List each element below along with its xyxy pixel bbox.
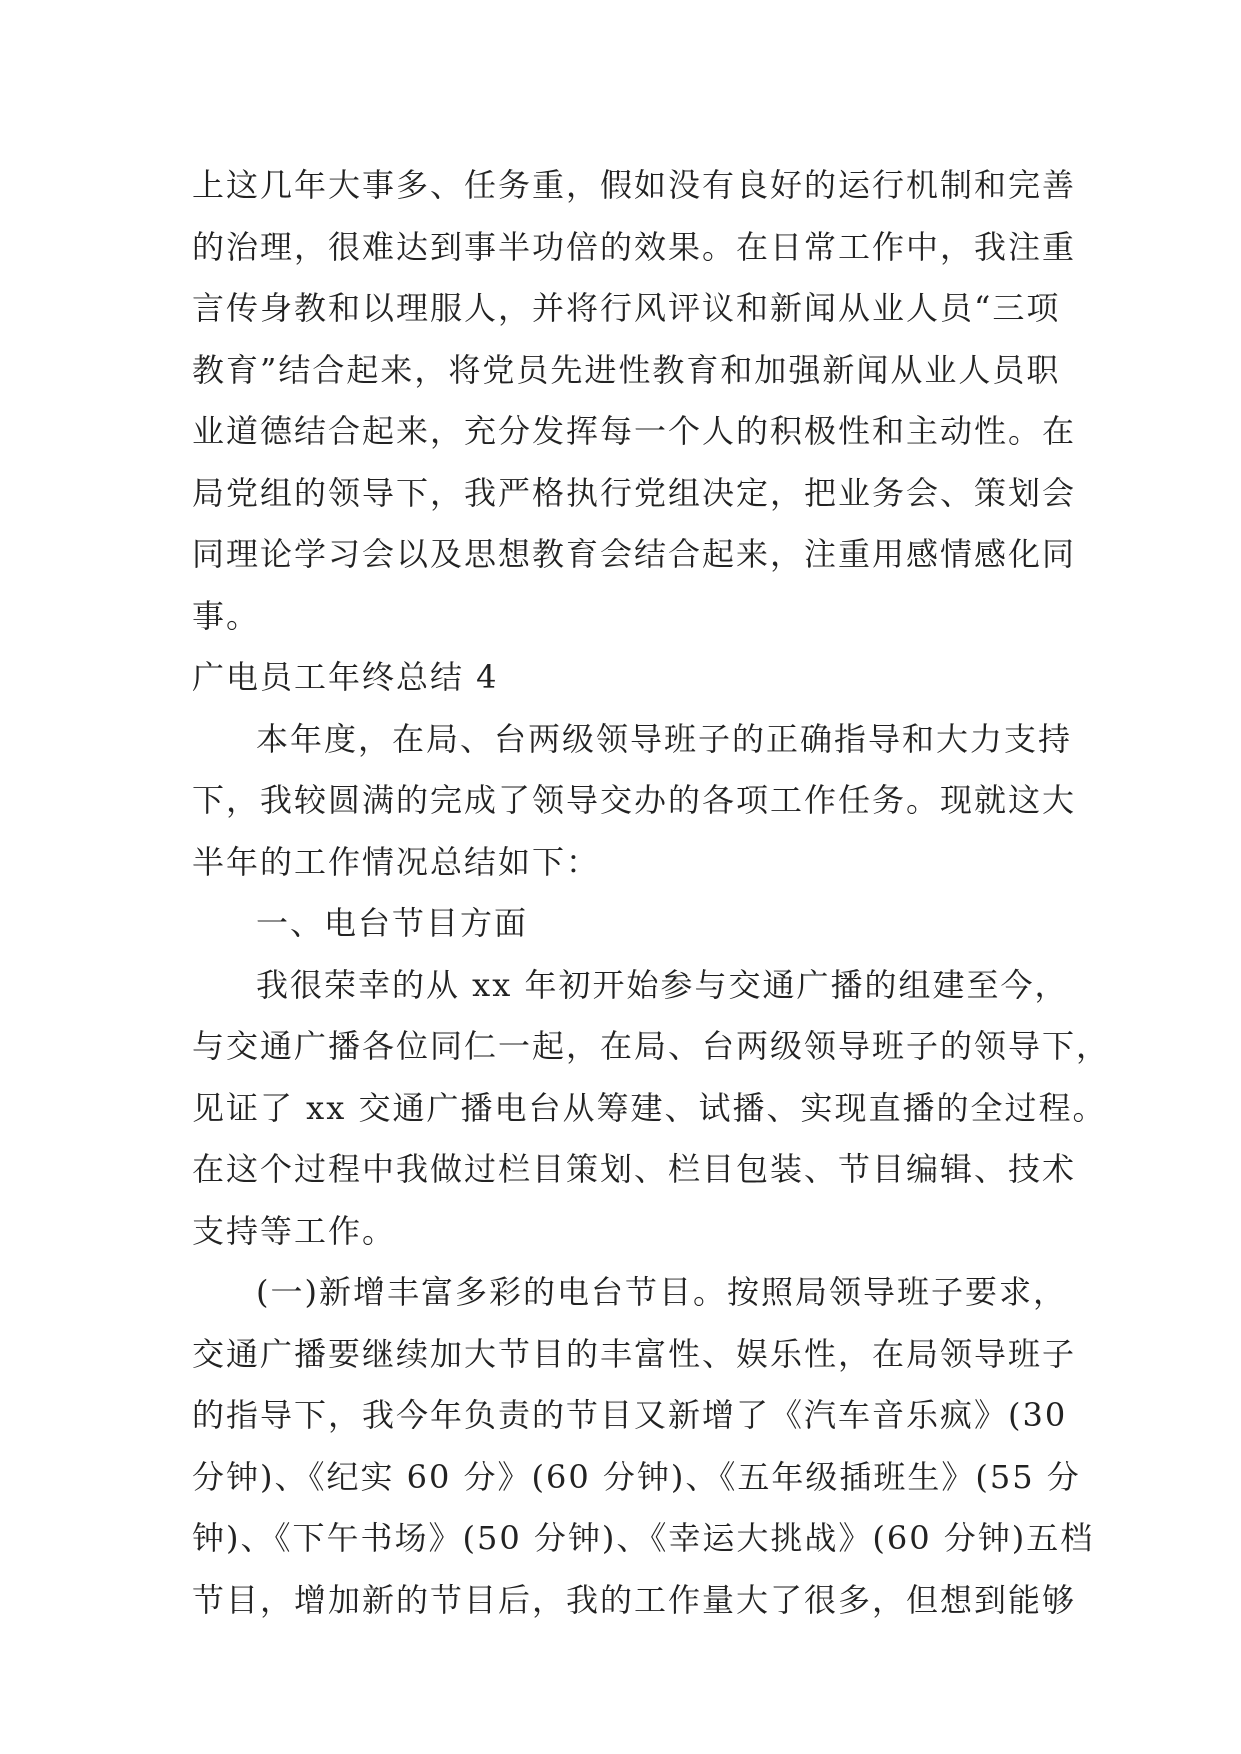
- text-line: 半年的工作情况总结如下：: [192, 842, 601, 881]
- text-line: 交通广播要继续加大节目的丰富性、娱乐性，在局领导班子: [192, 1334, 1077, 1373]
- text-line: 局党组的领导下，我严格执行党组决定，把业务会、策划会: [192, 473, 1077, 512]
- text-line: 上这几年大事多、任务重，假如没有良好的运行机制和完善: [192, 166, 1077, 204]
- text-line: 下，我较圆满的完成了领导交办的各项工作任务。现就这大: [192, 781, 1077, 819]
- text-line: 在这个过程中我做过栏目策划、栏目包装、节目编辑、技术: [192, 1150, 1077, 1188]
- section-title: 广电员工年终总结 4: [192, 658, 499, 696]
- paragraph-start-line: 我很荣幸的从 xx 年初开始参与交通广播的组建至今，: [256, 965, 1069, 1004]
- text-line: 节目，增加新的节目后，我的工作量大了很多，但想到能够: [192, 1580, 1077, 1619]
- text-line: 同理论学习会以及思想教育会结合起来，注重用感情感化同: [192, 535, 1077, 573]
- subheading: 一、电台节目方面: [256, 904, 529, 942]
- text-line: 分钟)、《纪实 60 分》(60 分钟)、《五年级插班生》(55 分: [192, 1457, 1081, 1496]
- text-line: 的指导下，我今年负责的节目又新增了《汽车音乐疯》(30: [192, 1396, 1068, 1434]
- text-line: 的治理，很难达到事半功倍的效果。在日常工作中，我注重: [192, 227, 1077, 266]
- text-line: 言传身教和以理服人，并将行风评议和新闻从业人员“三项: [192, 289, 1061, 327]
- paragraph-start-line: (一)新增丰富多彩的电台节目。按照局领导班子要求，: [256, 1273, 1067, 1311]
- text-line: 支持等工作。: [192, 1211, 397, 1250]
- document-body: [192, 155, 1111, 1631]
- text-line: 见证了 xx 交通广播电台从筹建、试播、实现直播的全过程。: [192, 1088, 1107, 1127]
- text-line: 与交通广播各位同仁一起，在局、台两级领导班子的领导下，: [192, 1027, 1111, 1065]
- text-line: 业道德结合起来，充分发挥每一个人的积极性和主动性。在: [192, 412, 1077, 450]
- paragraph-start-line: 本年度，在局、台两级领导班子的正确指导和大力支持: [256, 719, 1073, 758]
- text-line: 钟)、《下午书场》(50 分钟)、《幸运大挑战》(60 分钟)五档: [192, 1519, 1095, 1557]
- text-line: 事。: [192, 596, 261, 635]
- text-line: 教育”结合起来，将党员先进性教育和加强新闻从业人员职: [192, 350, 1061, 389]
